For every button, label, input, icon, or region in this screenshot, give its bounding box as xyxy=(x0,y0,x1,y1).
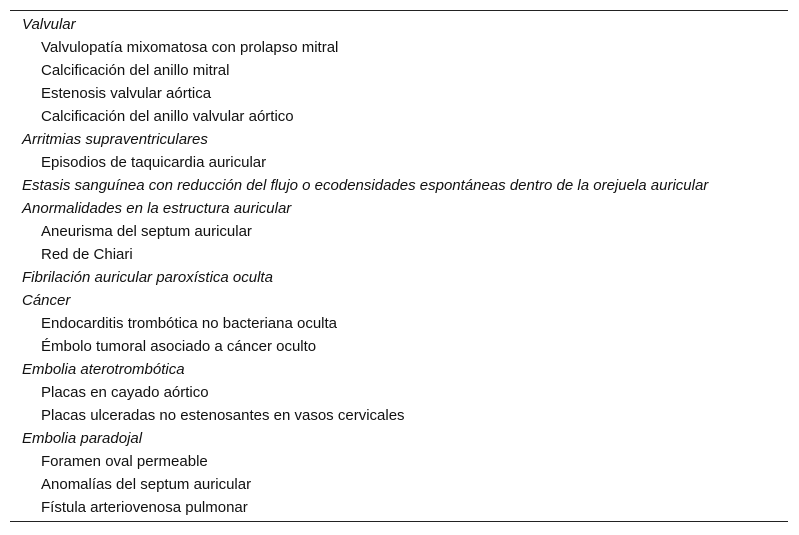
item-row: Valvulopatía mixomatosa con prolapso mitral xyxy=(41,39,339,56)
category-row: Anormalidades en la estructura auricular xyxy=(22,200,292,217)
item-row: Fístula arteriovenosa pulmonar xyxy=(41,499,248,516)
category-row: Cáncer xyxy=(22,292,71,309)
category-row: Embolia paradojal xyxy=(22,430,143,447)
item-row: Émbolo tumoral asociado a cáncer oculto xyxy=(41,338,317,355)
item-row: Aneurisma del septum auricular xyxy=(41,223,252,240)
item-row: Calcificación del anillo valvular aórtico xyxy=(41,108,294,125)
item-row: Estenosis valvular aórtica xyxy=(41,85,212,102)
item-row: Placas ulceradas no estenosantes en vasos cervicales xyxy=(41,407,405,424)
item-row: Red de Chiari xyxy=(41,246,133,263)
causes-table xyxy=(10,10,788,522)
item-row: Calcificación del anillo mitral xyxy=(41,62,230,79)
item-row: Anomalías del septum auricular xyxy=(41,476,252,493)
item-row: Foramen oval permeable xyxy=(41,453,208,470)
item-row: Episodios de taquicardia auricular xyxy=(41,154,267,171)
category-row: Estasis sanguínea con reducción del flujo o ecodensidades espontáneas dentro de la orejuela auricular xyxy=(22,177,709,194)
category-row: Fibrilación auricular paroxística oculta xyxy=(22,269,273,286)
category-row: Embolia aterotrombótica xyxy=(22,361,185,378)
category-row: Valvular xyxy=(22,16,76,33)
item-row: Placas en cayado aórtico xyxy=(41,384,209,401)
category-row: Arritmias supraventriculares xyxy=(22,131,208,148)
item-row: Endocarditis trombótica no bacteriana oculta xyxy=(41,315,338,332)
